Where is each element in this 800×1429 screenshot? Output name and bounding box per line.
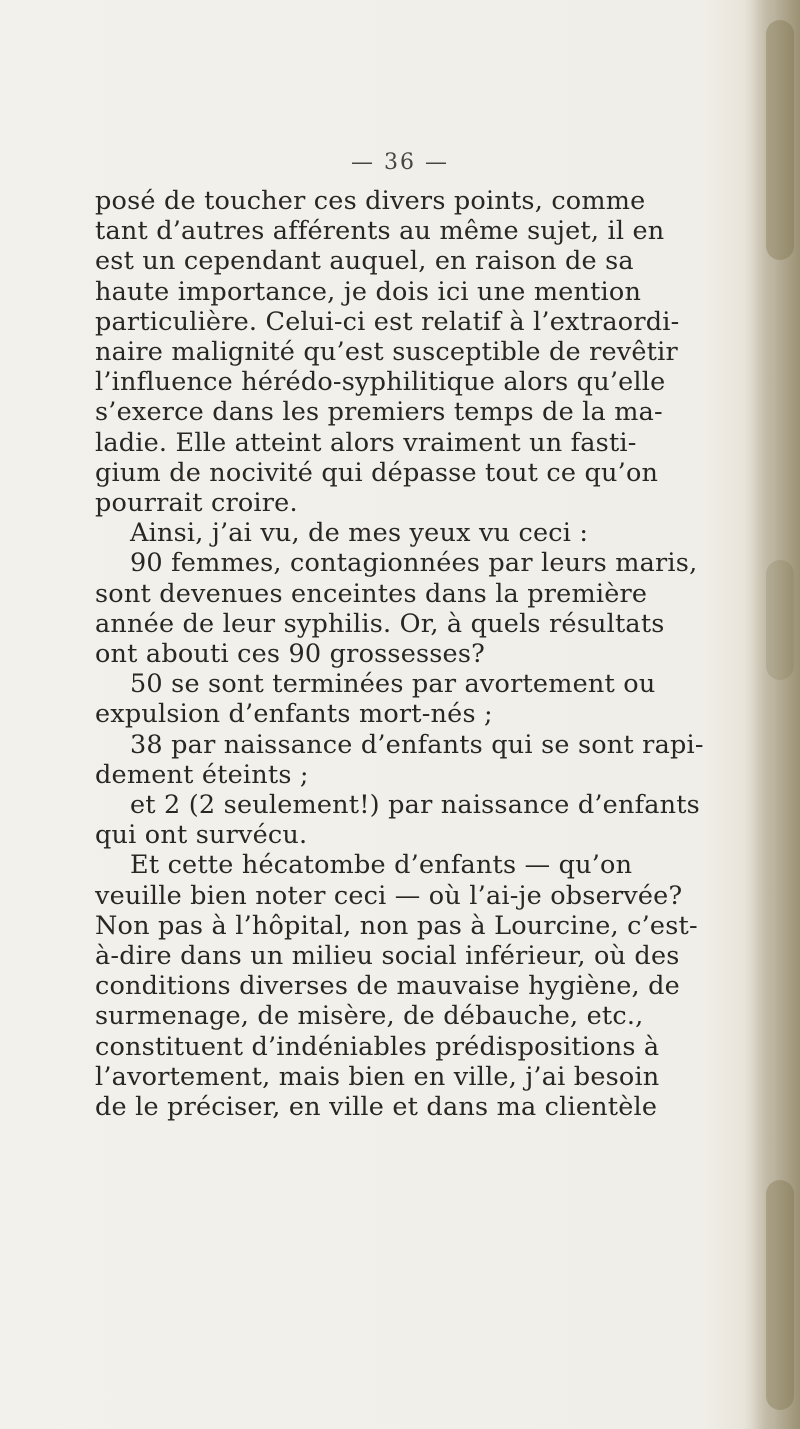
text-line: de le préciser, en ville et dans ma clientèle bbox=[95, 1092, 658, 1123]
text-line: année de leur syphilis. Or, à quels résultats bbox=[95, 608, 665, 639]
text-line: 50 se sont terminées par avortement ou bbox=[130, 669, 656, 700]
text-line: expulsion d’enfants mort-nés ; bbox=[95, 699, 493, 730]
text-line: dement éteints ; bbox=[95, 759, 309, 790]
page-edge-stain bbox=[766, 1180, 794, 1410]
page-edge-stain bbox=[766, 20, 794, 260]
text-line: est un cependant auquel, en raison de sa bbox=[95, 246, 634, 277]
text-line: l’avortement, mais bien en ville, j’ai besoin bbox=[95, 1061, 660, 1092]
text-line: ladie. Elle atteint alors vraiment un fasti- bbox=[95, 427, 637, 458]
page-edge-stain bbox=[766, 560, 794, 680]
text-line: naire malignité qu’est susceptible de revêtir bbox=[95, 337, 678, 368]
text-line: gium de nocivité qui dépasse tout ce qu’on bbox=[95, 457, 659, 488]
text-line: veuille bien noter ceci — où l’ai-je observée? bbox=[95, 880, 683, 911]
text-line: qui ont survécu. bbox=[95, 820, 308, 851]
text-line: tant d’autres afférents au même sujet, il en bbox=[95, 216, 665, 247]
text-line: Et cette hécatombe d’enfants — qu’on bbox=[130, 850, 633, 881]
text-line: ont abouti ces 90 grossesses? bbox=[95, 639, 486, 670]
text-line: et 2 (2 seulement!) par naissance d’enfants bbox=[130, 790, 700, 821]
text-line: conditions diverses de mauvaise hygiène, de bbox=[95, 971, 680, 1002]
text-line: 38 par naissance d’enfants qui se sont rapi- bbox=[130, 729, 704, 760]
text-line: constituent d’indéniables prédispositions à bbox=[95, 1031, 660, 1062]
text-line: surmenage, de misère, de débauche, etc., bbox=[95, 1001, 644, 1032]
text-line: posé de toucher ces divers points, comme bbox=[95, 186, 646, 216]
text-line: haute importance, je dois ici une mention bbox=[95, 276, 642, 307]
text-line: Non pas à l’hôpital, non pas à Lourcine, c’est- bbox=[95, 910, 698, 941]
text-line: particulière. Celui-ci est relatif à l’extraordi- bbox=[95, 306, 680, 337]
page-number: — 36 — bbox=[351, 150, 449, 175]
text-line: sont devenues enceintes dans la première bbox=[95, 578, 648, 609]
text-line: pourrait croire. bbox=[95, 488, 298, 519]
text-line: 90 femmes, contagionnées par leurs maris, bbox=[130, 548, 698, 579]
body-text bbox=[95, 186, 715, 1122]
text-line: l’influence hérédo-syphilitique alors qu’elle bbox=[95, 367, 666, 398]
text-line: Ainsi, j’ai vu, de mes yeux vu ceci : bbox=[130, 518, 589, 549]
text-line: à-dire dans un milieu social inférieur, où des bbox=[95, 941, 680, 972]
text-line: s’exerce dans les premiers temps de la ma- bbox=[95, 397, 663, 428]
